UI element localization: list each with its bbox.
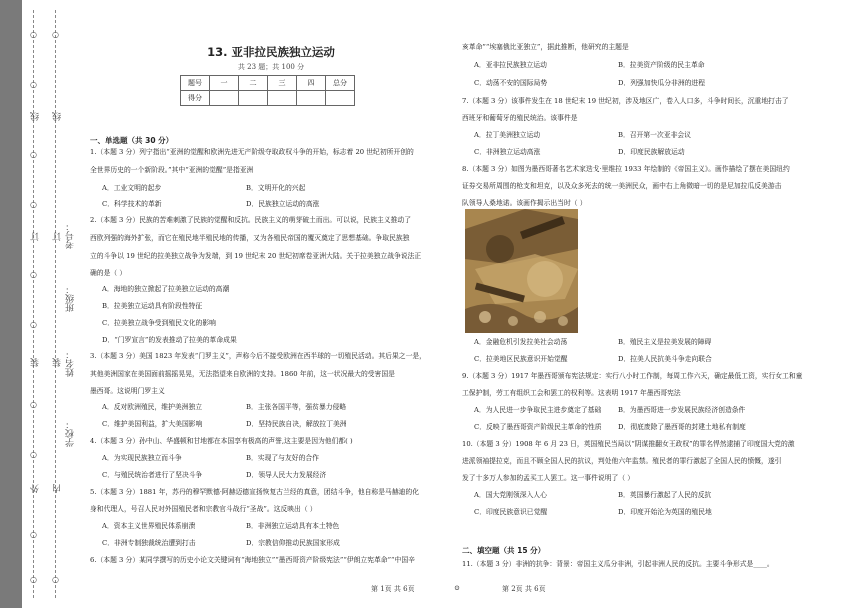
question-2-stem: 立的斗争以 19 世纪的拉美独立战争为发端，到 19 世纪末 20 世纪初席卷亚洲大陆。关于拉美独立战争说法正 [90, 252, 422, 260]
score-cell[interactable] [268, 91, 297, 106]
binding-label-ding-outer: 订 [31, 232, 41, 241]
q4-option-c[interactable]: C．与殖民统治者进行了坚决斗争 [102, 471, 203, 479]
question-8-stem: 8.（本题 3 分）如图为墨西哥著名艺术家迭戈·里维拉 1933 年绘制的《帝国主义》。画作描绘了摆在美国纽约 [462, 165, 790, 173]
binding-circle: ○ [30, 80, 37, 89]
question-9-stem: 9.（本题 3 分）1917 年墨西哥颁布宪法规定：实行八小时工作制，每周工作六天，确定最低工资，实行女工和童 [462, 372, 803, 380]
q3-option-b[interactable]: B．主张各国平等，强贫暴力侵略 [246, 403, 347, 411]
score-header-cell: 总分 [326, 76, 355, 91]
q6-option-d[interactable]: D．列强加快瓜分非洲的进程 [618, 79, 706, 87]
binding-circle: ○ [30, 450, 37, 459]
q10-option-c[interactable]: C．印度民族意识已觉醒 [474, 508, 548, 516]
q8-option-d[interactable]: D．拉美人民抗美斗争走向联合 [618, 355, 712, 363]
question-3-stem: 其他美洲国家在美国面前摇摇晃晃，无法指望来自欧洲的支持。1860 年前，这一状况最大的受害国是 [90, 370, 395, 378]
question-6-stem: 6.（本题 3 分）某同学撰写的历史小论文关键词有“海地独立”“墨西哥资产阶级宪法”“伊朗立宪革命”“中国辛 [90, 556, 415, 564]
q1-option-b[interactable]: B．文明开化的兴起 [246, 184, 306, 192]
score-table [180, 75, 355, 106]
question-2-stem: 确的是（ ） [90, 269, 127, 277]
page-footer-left: 第 1页 共 6页 [371, 585, 415, 593]
score-cell[interactable] [326, 91, 355, 106]
binding-circle: ○ [30, 400, 37, 409]
score-cell[interactable] [239, 91, 268, 106]
q8-option-a[interactable]: A．金融危机引发拉美社会动荡 [474, 338, 568, 346]
page-footer-right: 第 2页 共 6页 [502, 585, 546, 593]
binding-label-ding-inner: 订 [53, 232, 63, 241]
binding-circle: ○ [30, 200, 37, 209]
imperialism-painting-image [465, 209, 578, 333]
binding-gutter [22, 0, 62, 608]
question-8-stem: 证券交易所周围的枪支和坦克，以及众多死去的统一美洲民众，画中右上角微暗一切的是尼加拉瓜反美游击 [462, 182, 782, 190]
q6-option-c[interactable]: C．动荡不安的国际局势 [474, 79, 548, 87]
q2-option-b[interactable]: B．拉美独立运动具有阶段性特征 [102, 302, 203, 310]
question-6-stem-cont: 亥革命”“埃塞俄比亚独立”，据此推断，他研究的主题是 [462, 43, 629, 51]
q5-option-a[interactable]: A．资本主义世界殖民体系崩溃 [102, 522, 196, 530]
binding-circle: ○ [30, 575, 37, 584]
q1-option-d[interactable]: D．民族独立运动的高涨 [246, 200, 320, 208]
q4-option-b[interactable]: B．实现了与友好的合作 [246, 454, 319, 462]
binding-gutter-dark [0, 0, 22, 608]
q3-option-d[interactable]: D．坚持民族自决，解放拉丁美洲 [246, 420, 347, 428]
name-field-label: 姓名： [66, 350, 76, 377]
binding-circle: ○ [30, 150, 37, 159]
q5-option-b[interactable]: B．非洲独立运动具有本土特色 [246, 522, 340, 530]
score-header-cell: 一 [210, 76, 239, 91]
score-cell[interactable] [297, 91, 326, 106]
score-table-header-row [181, 76, 355, 91]
q10-option-a[interactable]: A．国大党刚领深入人心 [474, 491, 547, 499]
binding-label-nei: 内 [53, 484, 63, 493]
binding-circle: ○ [30, 530, 37, 539]
section-heading-single-choice: 一、单选题（共 30 分） [90, 136, 174, 145]
q6-option-a[interactable]: A．亚非拉民族独立运动 [474, 61, 547, 69]
binding-circle: ○ [30, 30, 37, 39]
score-header-cell: 题号 [181, 76, 210, 91]
q8-option-b[interactable]: B．殖民主义是拉美发展的障碍 [618, 338, 712, 346]
question-9-stem: 工保护制，劳工有组织工会和罢工的权利等。这表明 1917 年墨西哥宪法 [462, 389, 681, 397]
class-field-label: 班级： [66, 285, 76, 312]
q9-option-c[interactable]: C．反映了墨西哥资产阶级民主革命的性质 [474, 423, 602, 431]
q2-option-d[interactable]: D．“门罗宣言”的发表推动了拉美的革命成果 [102, 336, 237, 344]
binding-line-inner [55, 10, 56, 598]
q10-option-d[interactable]: D．印度开始沦为英国的殖民地 [618, 508, 712, 516]
question-10-stem: 发了十多万人参加的孟买工人罢工。这一事件说明了（ ） [462, 474, 635, 482]
question-2-stem: 西欧列强的海外扩张，而它在殖民地半殖民地的传播，又为各殖民帝国的覆灭奠定了思想基础。争取民族独 [90, 234, 410, 242]
score-row-label: 得分 [181, 91, 210, 106]
score-table-row [181, 91, 355, 106]
q1-option-c[interactable]: C．科学技术的革新 [102, 200, 162, 208]
binding-circle: ○ [52, 30, 59, 39]
q9-option-d[interactable]: D．彻底废除了墨西哥的封建土地私有制度 [618, 423, 746, 431]
q3-option-a[interactable]: A．反对欧洲殖民，维护美洲独立 [102, 403, 203, 411]
binding-label-zhuang-inner: 装 [53, 358, 63, 367]
binding-label-xian-outer: 线 [31, 112, 41, 121]
q9-option-b[interactable]: B．为墨西哥进一步发展民族经济创造条件 [618, 406, 746, 414]
q6-option-b[interactable]: B．拉美资产阶级的民主革命 [618, 61, 705, 69]
q4-option-a[interactable]: A．为实现民族独立而斗争 [102, 454, 182, 462]
q4-option-d[interactable]: D．领导人民大力发展经济 [246, 471, 327, 479]
score-header-cell: 三 [268, 76, 297, 91]
q2-option-c[interactable]: C．拉美独立战争受到殖民文化的影响 [102, 319, 216, 327]
q2-option-a[interactable]: A．海地的独立掀起了拉美独立运动的高潮 [102, 285, 230, 293]
q3-option-c[interactable]: C．维护美国利益，扩大美国影响 [102, 420, 203, 428]
q1-option-a[interactable]: A．工业文明的起步 [102, 184, 162, 192]
score-cell[interactable] [210, 91, 239, 106]
binding-circle: ○ [52, 575, 59, 584]
question-7-stem: 7.（本题 3 分）该事件发生在 18 世纪末 19 世纪初，涉及地区广，卷入人口多，斗争时间长，沉重地打击了 [462, 97, 789, 105]
page-footer-mid-symbol: ⊙ [454, 584, 460, 592]
question-3-stem: 3.（本题 3 分）美国 1823 年发表“门罗主义”，声称今后不接受欧洲在西半球的一切殖民活动。其后果之一是， [90, 352, 426, 360]
question-2-stem: 2.（本题 3 分）民族的苦难刺激了民族的觉醒和反抗。民族主义的萌芽破土而出。可以说，民族主义推动了 [90, 216, 411, 224]
score-header-cell: 四 [297, 76, 326, 91]
binding-line-outer [33, 10, 34, 598]
binding-circle: ○ [30, 270, 37, 279]
q7-option-b[interactable]: B．召开第一次亚非会议 [618, 131, 691, 139]
binding-circle: ○ [30, 320, 37, 329]
section-heading-fill-blank: 二、填空题（共 15 分） [462, 546, 546, 555]
exam-title: 13. 亚非拉民族独立运动 [207, 45, 335, 59]
q9-option-a[interactable]: A．为人民进一步争取民主进步奠定了基础 [474, 406, 602, 414]
school-field-label: 学校： [66, 420, 76, 447]
question-8-stem: 队领导人桑地诺。该画作揭示出当时（ ） [462, 199, 587, 207]
exam-subtitle: 共 23 题；共 100 分 [237, 63, 305, 71]
q5-option-c[interactable]: C．非洲专制独裁统治遭到打击 [102, 539, 196, 547]
question-4-stem: 4.（本题 3 分）孙中山、华盛顿和甘地都在本国享有极高的声誉,这主要是因为他们都( ) [90, 437, 353, 445]
question-10-stem: 10.（本题 3 分）1908 年 6 月 23 日，英国殖民当局以“阴谋推翻女王政权”的罪名悍然逮捕了印度国大党的激 [462, 440, 795, 448]
question-11-stem[interactable]: 11.（本题 3 分）非洲的抗争：背景：帝国主义瓜分非洲，引起非洲人民的反抗。主要斗争形式是____。 [462, 560, 774, 568]
q10-option-b[interactable]: B．英国暴行激起了人民的反抗 [618, 491, 712, 499]
question-5-stem: 身和代理人，号召人民对外国殖民者和宗教官斗战行“圣战”。这反映出（ ） [90, 505, 317, 513]
q8-option-c[interactable]: C．拉美地区民族意识开始觉醒 [474, 355, 568, 363]
exam-number-field-label: 考号： [66, 222, 76, 249]
q7-option-d[interactable]: D．印度民族解放运动 [618, 148, 685, 156]
q7-option-a[interactable]: A．拉丁美洲独立运动 [474, 131, 541, 139]
question-1-stem: 1.（本题 3 分）列宁指出“亚洲的觉醒和欧洲先进无产阶级夺取政权斗争的开始，标志着 20 世纪初所开创的 [90, 148, 414, 156]
question-3-stem: 墨西哥。这说明门罗主义 [90, 387, 165, 395]
question-5-stem: 5.（本题 3 分）1881 年，苏丹的穆罕默德·阿赫迈德宣扬恢复古兰经的真意，团结斗争，他自称是马赫迪的化 [90, 488, 420, 496]
q7-option-c[interactable]: C．非洲独立运动高涨 [474, 148, 541, 156]
q5-option-d[interactable]: D．宗教信仰推动民族国家形成 [246, 539, 340, 547]
question-1-stem: 全世界历史的一个新阶段。”其中“亚洲的觉醒”是指亚洲 [90, 166, 254, 174]
question-7-stem: 西班牙和葡萄牙的殖民统治。该事件是 [462, 114, 578, 122]
score-header-cell: 二 [239, 76, 268, 91]
binding-label-xian-inner: 线 [53, 112, 63, 121]
binding-label-wai: 外 [31, 484, 41, 493]
question-10-stem: 进派领袖提拉克，而且不顾全国人民的抗议，判处他六年监禁。殖民者的罪行激起了全国人民的愤慨，遂引 [462, 457, 782, 465]
binding-label-zhuang-outer: 装 [31, 358, 41, 367]
